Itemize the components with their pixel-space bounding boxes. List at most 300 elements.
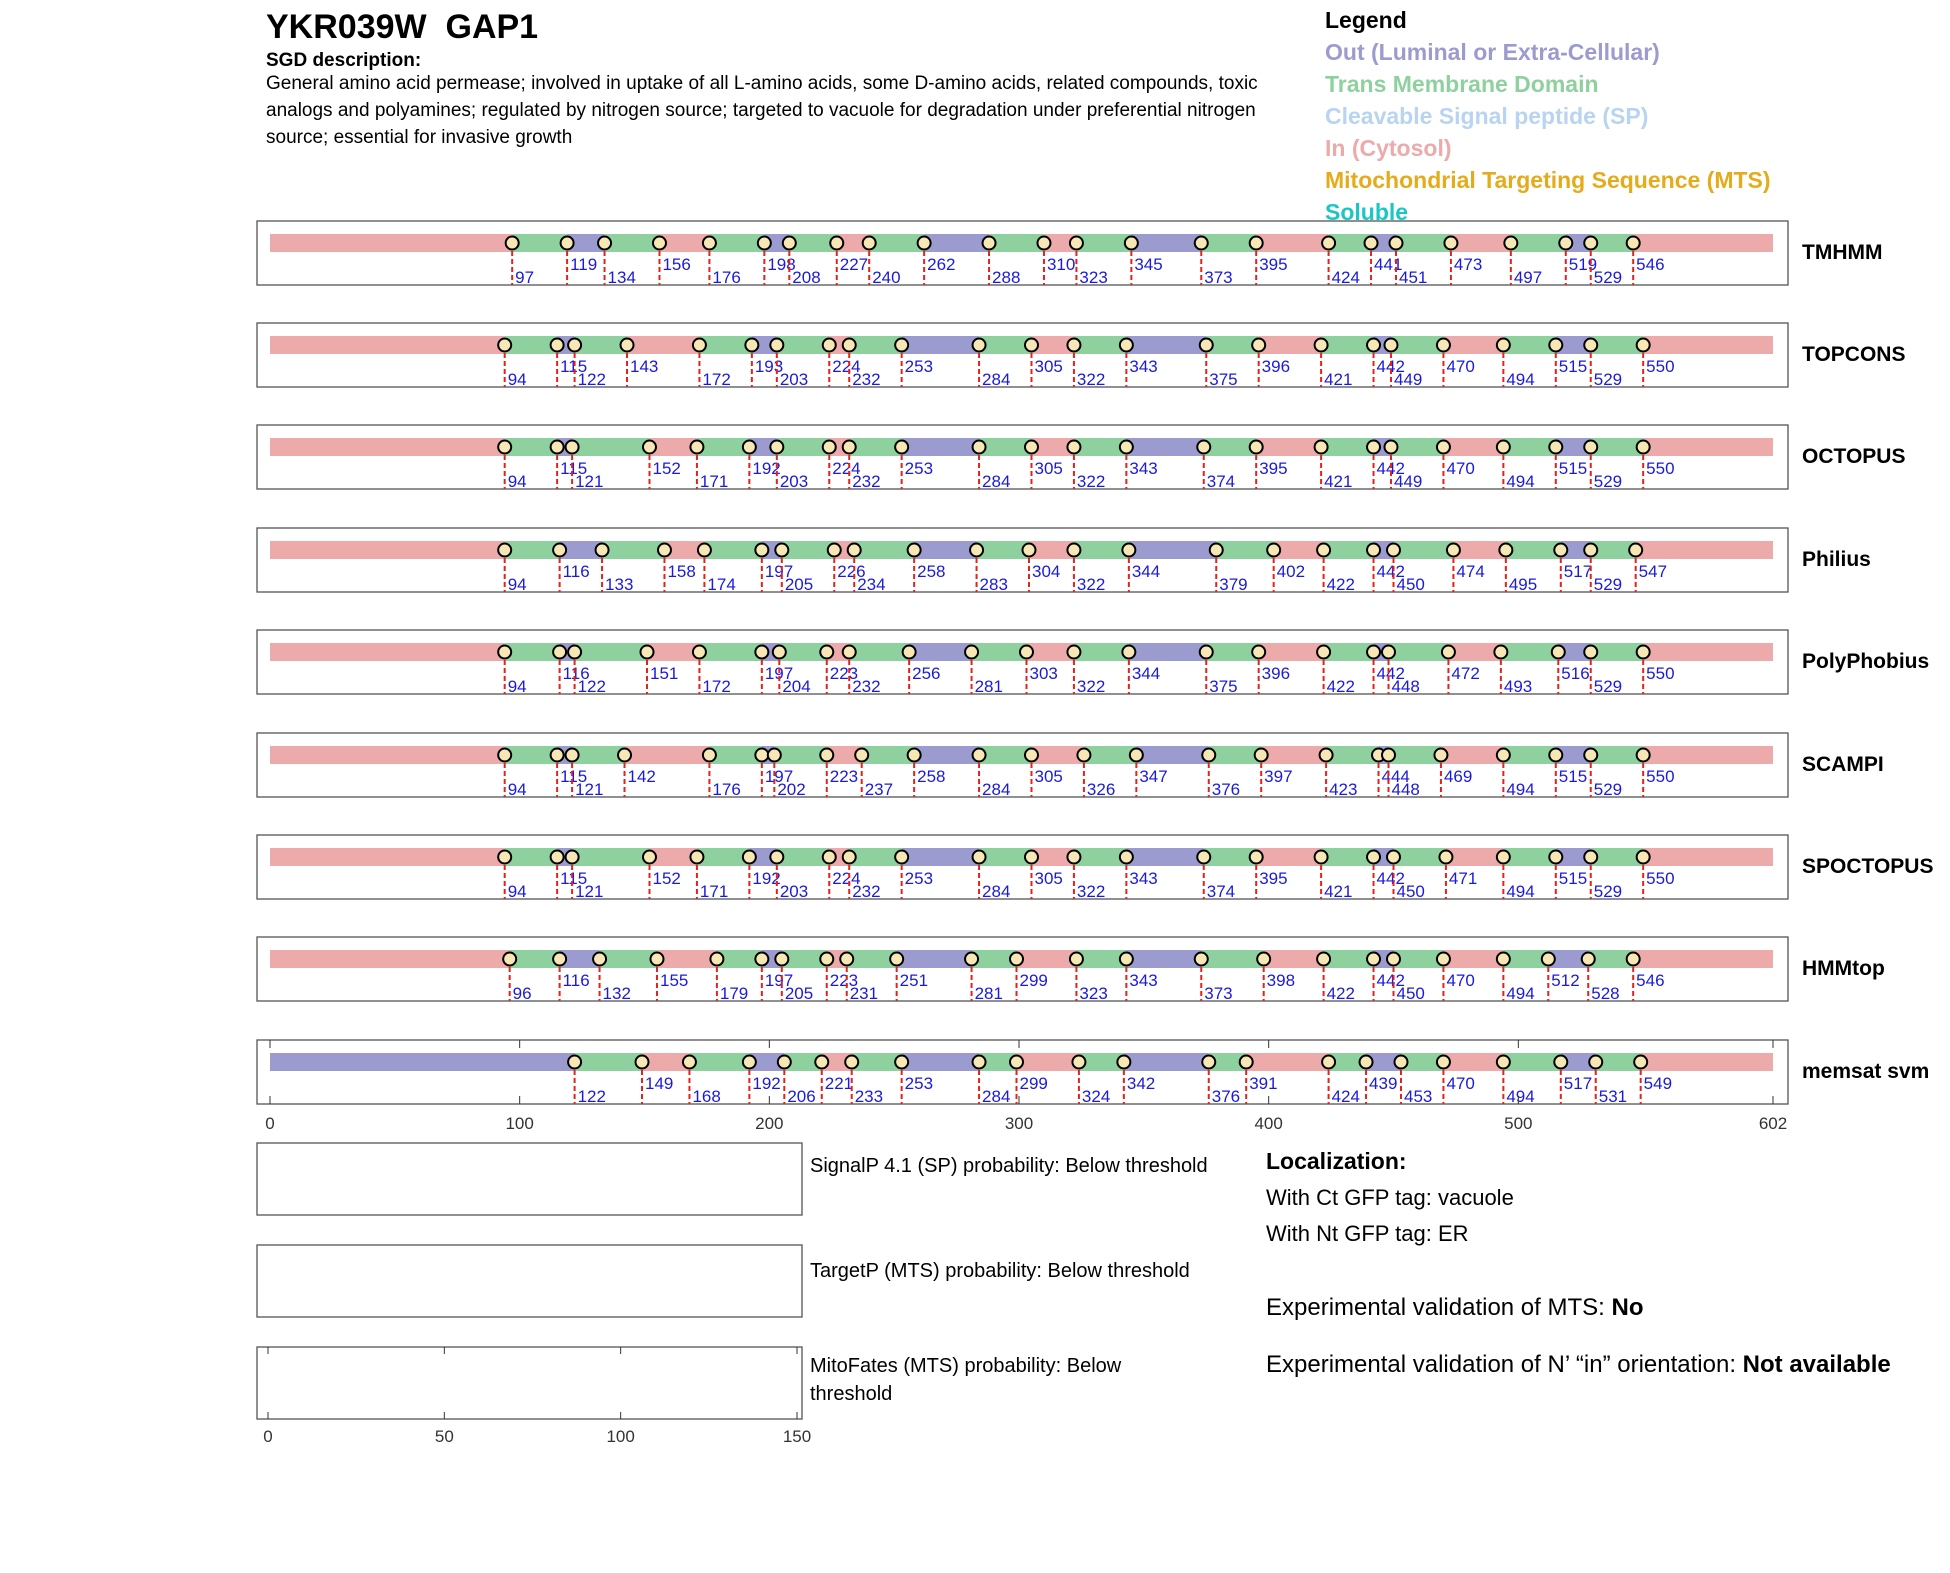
segment-in	[270, 746, 505, 764]
segment-tm	[575, 336, 627, 354]
segment-out	[1126, 950, 1201, 968]
segment-in	[1636, 541, 1773, 559]
segment-tm	[572, 438, 649, 456]
boundary-label: 253	[904, 459, 934, 478]
boundary-label: 193	[754, 357, 784, 376]
boundary-marker	[1067, 646, 1080, 659]
segment-tm	[1396, 234, 1451, 252]
signalp-text: SignalP 4.1 (SP) probability: Below threshold	[810, 1155, 1208, 1177]
boundary-marker	[755, 749, 768, 762]
prob-x-tick-label: 150	[782, 1427, 812, 1446]
segment-tm	[972, 643, 1027, 661]
boundary-marker	[973, 749, 986, 762]
segment-out	[1126, 438, 1203, 456]
boundary-marker	[773, 646, 786, 659]
boundary-label: 96	[512, 984, 532, 1003]
x-tick-label: 400	[1254, 1114, 1283, 1133]
segment-in	[270, 336, 505, 354]
boundary-marker	[830, 237, 843, 250]
boundary-label: 94	[507, 575, 527, 594]
boundary-label: 208	[792, 268, 821, 287]
boundary-label: 529	[1593, 882, 1623, 901]
boundary-label: 549	[1643, 1074, 1673, 1093]
x-tick-label: 300	[1004, 1114, 1034, 1133]
segment-tm	[777, 848, 829, 866]
boundary-label: 322	[1076, 575, 1106, 594]
boundary-label: 176	[712, 268, 741, 287]
boundary-marker	[1367, 441, 1380, 454]
boundary-label: 494	[1506, 984, 1535, 1003]
boundary-marker	[1210, 544, 1223, 557]
boundary-marker	[1549, 441, 1562, 454]
boundary-marker	[703, 749, 716, 762]
boundary-marker	[1367, 953, 1380, 966]
boundary-label: 284	[982, 780, 1011, 799]
boundary-marker	[1437, 1056, 1450, 1069]
boundary-label: 515	[1558, 869, 1588, 888]
boundary-label: 121	[575, 472, 604, 491]
boundary-marker	[908, 544, 921, 557]
boundary-label: 345	[1134, 255, 1163, 274]
segment-in	[1443, 950, 1503, 968]
segment-in	[1641, 1053, 1773, 1071]
segment-tm	[1503, 848, 1555, 866]
boundary-label: 376	[1211, 1087, 1241, 1106]
signalp-panel	[257, 1143, 802, 1215]
boundary-marker	[1202, 1056, 1215, 1069]
boundary-marker	[1437, 339, 1450, 352]
boundary-marker	[1200, 339, 1213, 352]
nin-validation-value: Not available	[1742, 1351, 1891, 1378]
boundary-marker	[1120, 953, 1133, 966]
boundary-label: 442	[1376, 562, 1405, 581]
boundary-marker	[1322, 1056, 1335, 1069]
boundary-label: 176	[712, 780, 741, 799]
segment-in	[647, 643, 699, 661]
boundary-label: 303	[1029, 664, 1058, 683]
boundary-label: 344	[1131, 664, 1161, 683]
boundary-label: 179	[719, 984, 749, 1003]
track-name: TMHMM	[1802, 241, 1883, 264]
boundary-marker	[1387, 851, 1400, 864]
boundary-marker	[770, 339, 783, 352]
boundary-marker	[690, 851, 703, 864]
boundary-marker	[1257, 953, 1270, 966]
boundary-marker	[1122, 544, 1135, 557]
boundary-label: 115	[560, 869, 588, 888]
segment-tm	[777, 336, 829, 354]
boundary-marker	[1627, 237, 1640, 250]
segment-in	[1246, 1053, 1328, 1071]
boundary-marker	[1504, 237, 1517, 250]
boundary-marker	[561, 237, 574, 250]
segment-tm	[1074, 438, 1126, 456]
boundary-marker	[895, 851, 908, 864]
boundary-label: 471	[1448, 869, 1478, 888]
boundary-label: 424	[1331, 1087, 1360, 1106]
segment-tm	[849, 643, 909, 661]
boundary-marker	[1037, 237, 1050, 250]
boundary-marker	[1497, 441, 1510, 454]
boundary-marker	[621, 339, 634, 352]
boundary-marker	[843, 339, 856, 352]
boundary-marker	[783, 237, 796, 250]
boundary-label: 116	[562, 664, 590, 683]
boundary-marker	[1542, 953, 1555, 966]
segment-tm	[774, 746, 826, 764]
boundary-label: 322	[1076, 882, 1106, 901]
boundary-marker	[703, 237, 716, 250]
boundary-label: 94	[507, 472, 527, 491]
boundary-label: 192	[752, 459, 781, 478]
boundary-marker	[1072, 1056, 1085, 1069]
segment-tm	[572, 848, 649, 866]
segment-tm	[1326, 746, 1378, 764]
boundary-marker	[1390, 237, 1403, 250]
boundary-marker	[506, 237, 519, 250]
boundary-marker	[1250, 851, 1263, 864]
boundary-marker	[1549, 851, 1562, 864]
boundary-label: 396	[1261, 664, 1291, 683]
segment-in	[1264, 950, 1324, 968]
boundary-label: 517	[1563, 1074, 1593, 1093]
boundary-marker	[1365, 237, 1378, 250]
boundary-label: 374	[1206, 882, 1236, 901]
boundary-marker	[568, 646, 581, 659]
boundary-marker	[1367, 544, 1380, 557]
boundary-label: 237	[864, 780, 894, 799]
boundary-label: 444	[1381, 767, 1410, 786]
boundary-label: 231	[849, 984, 879, 1003]
boundary-marker	[568, 1056, 581, 1069]
boundary-label: 396	[1261, 357, 1291, 376]
boundary-label: 450	[1396, 575, 1425, 594]
track-frame	[257, 1040, 1788, 1104]
boundary-marker	[1367, 646, 1380, 659]
boundary-label: 284	[982, 370, 1011, 389]
boundary-label: 326	[1086, 780, 1116, 799]
boundary-label: 546	[1636, 255, 1665, 274]
boundary-marker	[768, 749, 781, 762]
x-tick-label: 0	[265, 1114, 275, 1133]
boundary-marker	[895, 1056, 908, 1069]
boundary-label: 515	[1558, 459, 1588, 478]
boundary-label: 421	[1324, 882, 1353, 901]
segment-in	[1256, 438, 1321, 456]
segment-tm	[1216, 541, 1273, 559]
boundary-label: 310	[1046, 255, 1076, 274]
boundary-label: 152	[652, 869, 681, 888]
segment-out	[909, 643, 971, 661]
segment-tm	[977, 541, 1029, 559]
segment-tm	[989, 234, 1044, 252]
segment-out	[902, 1053, 979, 1071]
boundary-marker	[1022, 544, 1035, 557]
boundary-marker	[498, 851, 511, 864]
segment-out	[1136, 746, 1208, 764]
boundary-marker	[1447, 544, 1460, 557]
boundary-label: 395	[1259, 869, 1288, 888]
segment-in	[1451, 234, 1511, 252]
boundary-marker	[823, 851, 836, 864]
boundary-marker	[965, 646, 978, 659]
segment-tm	[709, 234, 764, 252]
segment-tm	[572, 746, 624, 764]
legend-item-in: In (Cytosol)	[1325, 135, 1452, 161]
boundary-label: 375	[1209, 677, 1238, 696]
boundary-label: 374	[1206, 472, 1236, 491]
boundary-label: 258	[917, 562, 946, 581]
track-name: TOPCONS	[1802, 343, 1906, 366]
segment-tm	[1389, 643, 1449, 661]
boundary-marker	[553, 646, 566, 659]
boundary-marker	[1629, 544, 1642, 557]
boundary-label: 422	[1326, 677, 1355, 696]
boundary-marker	[1010, 953, 1023, 966]
boundary-marker	[743, 441, 756, 454]
boundary-label: 547	[1638, 562, 1668, 581]
boundary-marker	[743, 1056, 756, 1069]
boundary-label: 421	[1324, 472, 1353, 491]
segment-tm	[979, 746, 1031, 764]
boundary-label: 172	[702, 677, 731, 696]
boundary-label: 517	[1563, 562, 1593, 581]
segment-tm	[1591, 848, 1643, 866]
boundary-marker	[551, 851, 564, 864]
boundary-marker	[1120, 851, 1133, 864]
boundary-marker	[1252, 339, 1265, 352]
boundary-marker	[908, 749, 921, 762]
track-frame	[257, 835, 1788, 899]
boundary-label: 402	[1276, 562, 1306, 581]
segment-in	[657, 950, 717, 968]
segment-in	[1443, 438, 1503, 456]
segment-tm	[1394, 848, 1446, 866]
boundary-marker	[643, 851, 656, 864]
boundary-label: 156	[662, 255, 691, 274]
boundary-marker	[1385, 339, 1398, 352]
boundary-label: 115	[560, 459, 588, 478]
boundary-label: 158	[667, 562, 696, 581]
boundary-marker	[840, 953, 853, 966]
boundary-marker	[1584, 851, 1597, 864]
boundary-label: 398	[1266, 971, 1296, 990]
boundary-label: 449	[1394, 370, 1423, 389]
boundary-label: 299	[1019, 1074, 1048, 1093]
boundary-marker	[1554, 544, 1567, 557]
boundary-label: 283	[979, 575, 1008, 594]
segment-tm	[777, 438, 829, 456]
track-frame	[257, 425, 1788, 489]
boundary-label: 442	[1376, 869, 1405, 888]
targetp-panel	[257, 1245, 802, 1317]
boundary-marker	[1584, 544, 1597, 557]
boundary-marker	[745, 339, 758, 352]
boundary-label: 373	[1204, 984, 1233, 1003]
segment-in	[1633, 950, 1773, 968]
segment-tm	[600, 950, 657, 968]
boundary-label: 142	[627, 767, 656, 786]
boundary-marker	[1559, 237, 1572, 250]
track-frame	[257, 221, 1788, 285]
boundary-marker	[1240, 1056, 1253, 1069]
boundary-marker	[498, 339, 511, 352]
boundary-marker	[820, 646, 833, 659]
boundary-label: 202	[777, 780, 806, 799]
segment-in	[270, 234, 512, 252]
boundary-marker	[1582, 953, 1595, 966]
segment-in	[270, 950, 510, 968]
segment-in	[1031, 746, 1083, 764]
segment-tm	[1503, 1053, 1560, 1071]
boundary-label: 168	[692, 1087, 721, 1106]
boundary-label: 529	[1593, 677, 1623, 696]
track-frame	[257, 323, 1788, 387]
boundary-marker	[903, 646, 916, 659]
boundary-marker	[1077, 749, 1090, 762]
boundary-marker	[845, 1056, 858, 1069]
segment-tm	[979, 336, 1031, 354]
segment-tm	[1074, 336, 1126, 354]
boundary-label: 529	[1593, 472, 1623, 491]
boundary-label: 299	[1019, 971, 1048, 990]
segment-tm	[1084, 746, 1136, 764]
boundary-marker	[973, 339, 986, 352]
boundary-marker	[1627, 953, 1640, 966]
segment-tm	[1201, 950, 1263, 968]
boundary-label: 528	[1591, 984, 1620, 1003]
mts-validation-label: Experimental validation of MTS:	[1266, 1294, 1612, 1321]
boundary-label: 198	[767, 255, 796, 274]
boundary-label: 423	[1329, 780, 1358, 799]
boundary-label: 151	[649, 664, 679, 683]
boundary-label: 494	[1506, 1087, 1535, 1106]
boundary-label: 305	[1034, 869, 1063, 888]
boundary-marker	[1195, 953, 1208, 966]
boundary-marker	[973, 1056, 986, 1069]
boundary-marker	[1315, 339, 1328, 352]
boundary-label: 203	[779, 882, 809, 901]
segment-tm	[505, 541, 560, 559]
boundary-label: 494	[1506, 370, 1535, 389]
boundary-label: 251	[899, 971, 929, 990]
boundary-label: 395	[1259, 459, 1288, 478]
boundary-marker	[1497, 1056, 1510, 1069]
boundary-marker	[1197, 851, 1210, 864]
boundary-marker	[973, 441, 986, 454]
boundary-marker	[755, 953, 768, 966]
boundary-marker	[593, 953, 606, 966]
boundary-label: 324	[1081, 1087, 1111, 1106]
boundary-marker	[698, 544, 711, 557]
boundary-marker	[498, 544, 511, 557]
segment-in	[270, 848, 505, 866]
segment-out	[924, 234, 989, 252]
boundary-label: 529	[1593, 370, 1623, 389]
segment-tm	[1391, 336, 1443, 354]
boundary-label: 121	[575, 780, 604, 799]
segment-tm	[1591, 643, 1643, 661]
boundary-label: 470	[1446, 1074, 1475, 1093]
boundary-label: 451	[1399, 268, 1428, 287]
segment-tm	[704, 541, 761, 559]
boundary-marker	[690, 441, 703, 454]
boundary-label: 221	[824, 1074, 854, 1093]
boundary-marker	[1387, 544, 1400, 557]
boundary-marker	[1025, 851, 1038, 864]
boundary-marker	[973, 851, 986, 864]
mitofates-text: MitoFates (MTS) probability: Below threshold	[810, 1355, 1122, 1405]
segment-in	[1453, 541, 1505, 559]
boundary-label: 347	[1139, 767, 1168, 786]
segment-in	[270, 438, 505, 456]
boundary-label: 224	[832, 357, 861, 376]
segment-in	[625, 746, 710, 764]
boundary-marker	[1442, 646, 1455, 659]
segment-tm	[849, 848, 901, 866]
segment-tm	[575, 1053, 642, 1071]
boundary-label: 284	[982, 472, 1011, 491]
boundary-label: 197	[764, 767, 794, 786]
boundary-label: 495	[1508, 575, 1538, 594]
boundary-marker	[1067, 544, 1080, 557]
boundary-label: 121	[575, 882, 604, 901]
localization-panel	[1266, 1148, 1926, 1381]
boundary-marker	[658, 544, 671, 557]
legend-title: Legend	[1325, 7, 1407, 33]
boundary-label: 94	[507, 370, 527, 389]
boundary-marker	[1634, 1056, 1647, 1069]
segment-tm	[689, 1053, 749, 1071]
segment-out	[902, 336, 979, 354]
boundary-label: 494	[1506, 780, 1535, 799]
track-polyphobius	[257, 630, 1929, 696]
boundary-marker	[820, 953, 833, 966]
boundary-label: 529	[1593, 268, 1623, 287]
boundary-marker	[1437, 441, 1450, 454]
boundary-marker	[820, 749, 833, 762]
boundary-label: 373	[1204, 268, 1233, 287]
boundary-label: 343	[1129, 357, 1158, 376]
boundary-label: 439	[1369, 1074, 1398, 1093]
boundary-label: 94	[507, 780, 527, 799]
boundary-marker	[1637, 851, 1650, 864]
boundary-marker	[650, 953, 663, 966]
boundary-marker	[1367, 339, 1380, 352]
boundary-label: 442	[1376, 459, 1405, 478]
boundary-marker	[566, 749, 579, 762]
boundary-label: 379	[1219, 575, 1248, 594]
boundary-label: 132	[602, 984, 631, 1003]
boundary-label: 205	[784, 984, 814, 1003]
segment-tm	[1076, 234, 1131, 252]
boundary-marker	[1552, 646, 1565, 659]
legend-item-tm: Trans Membrane Domain	[1325, 71, 1599, 97]
boundary-marker	[755, 544, 768, 557]
boundary-marker	[1317, 953, 1330, 966]
boundary-marker	[1130, 749, 1143, 762]
boundary-marker	[1070, 953, 1083, 966]
boundary-marker	[551, 749, 564, 762]
segment-tm	[1321, 848, 1373, 866]
track-philius	[257, 528, 1871, 594]
boundary-label: 155	[659, 971, 689, 990]
segment-tm	[1394, 541, 1454, 559]
boundary-marker	[778, 1056, 791, 1069]
boundary-label: 227	[839, 255, 869, 274]
boundary-marker	[710, 953, 723, 966]
boundary-label: 550	[1646, 459, 1675, 478]
